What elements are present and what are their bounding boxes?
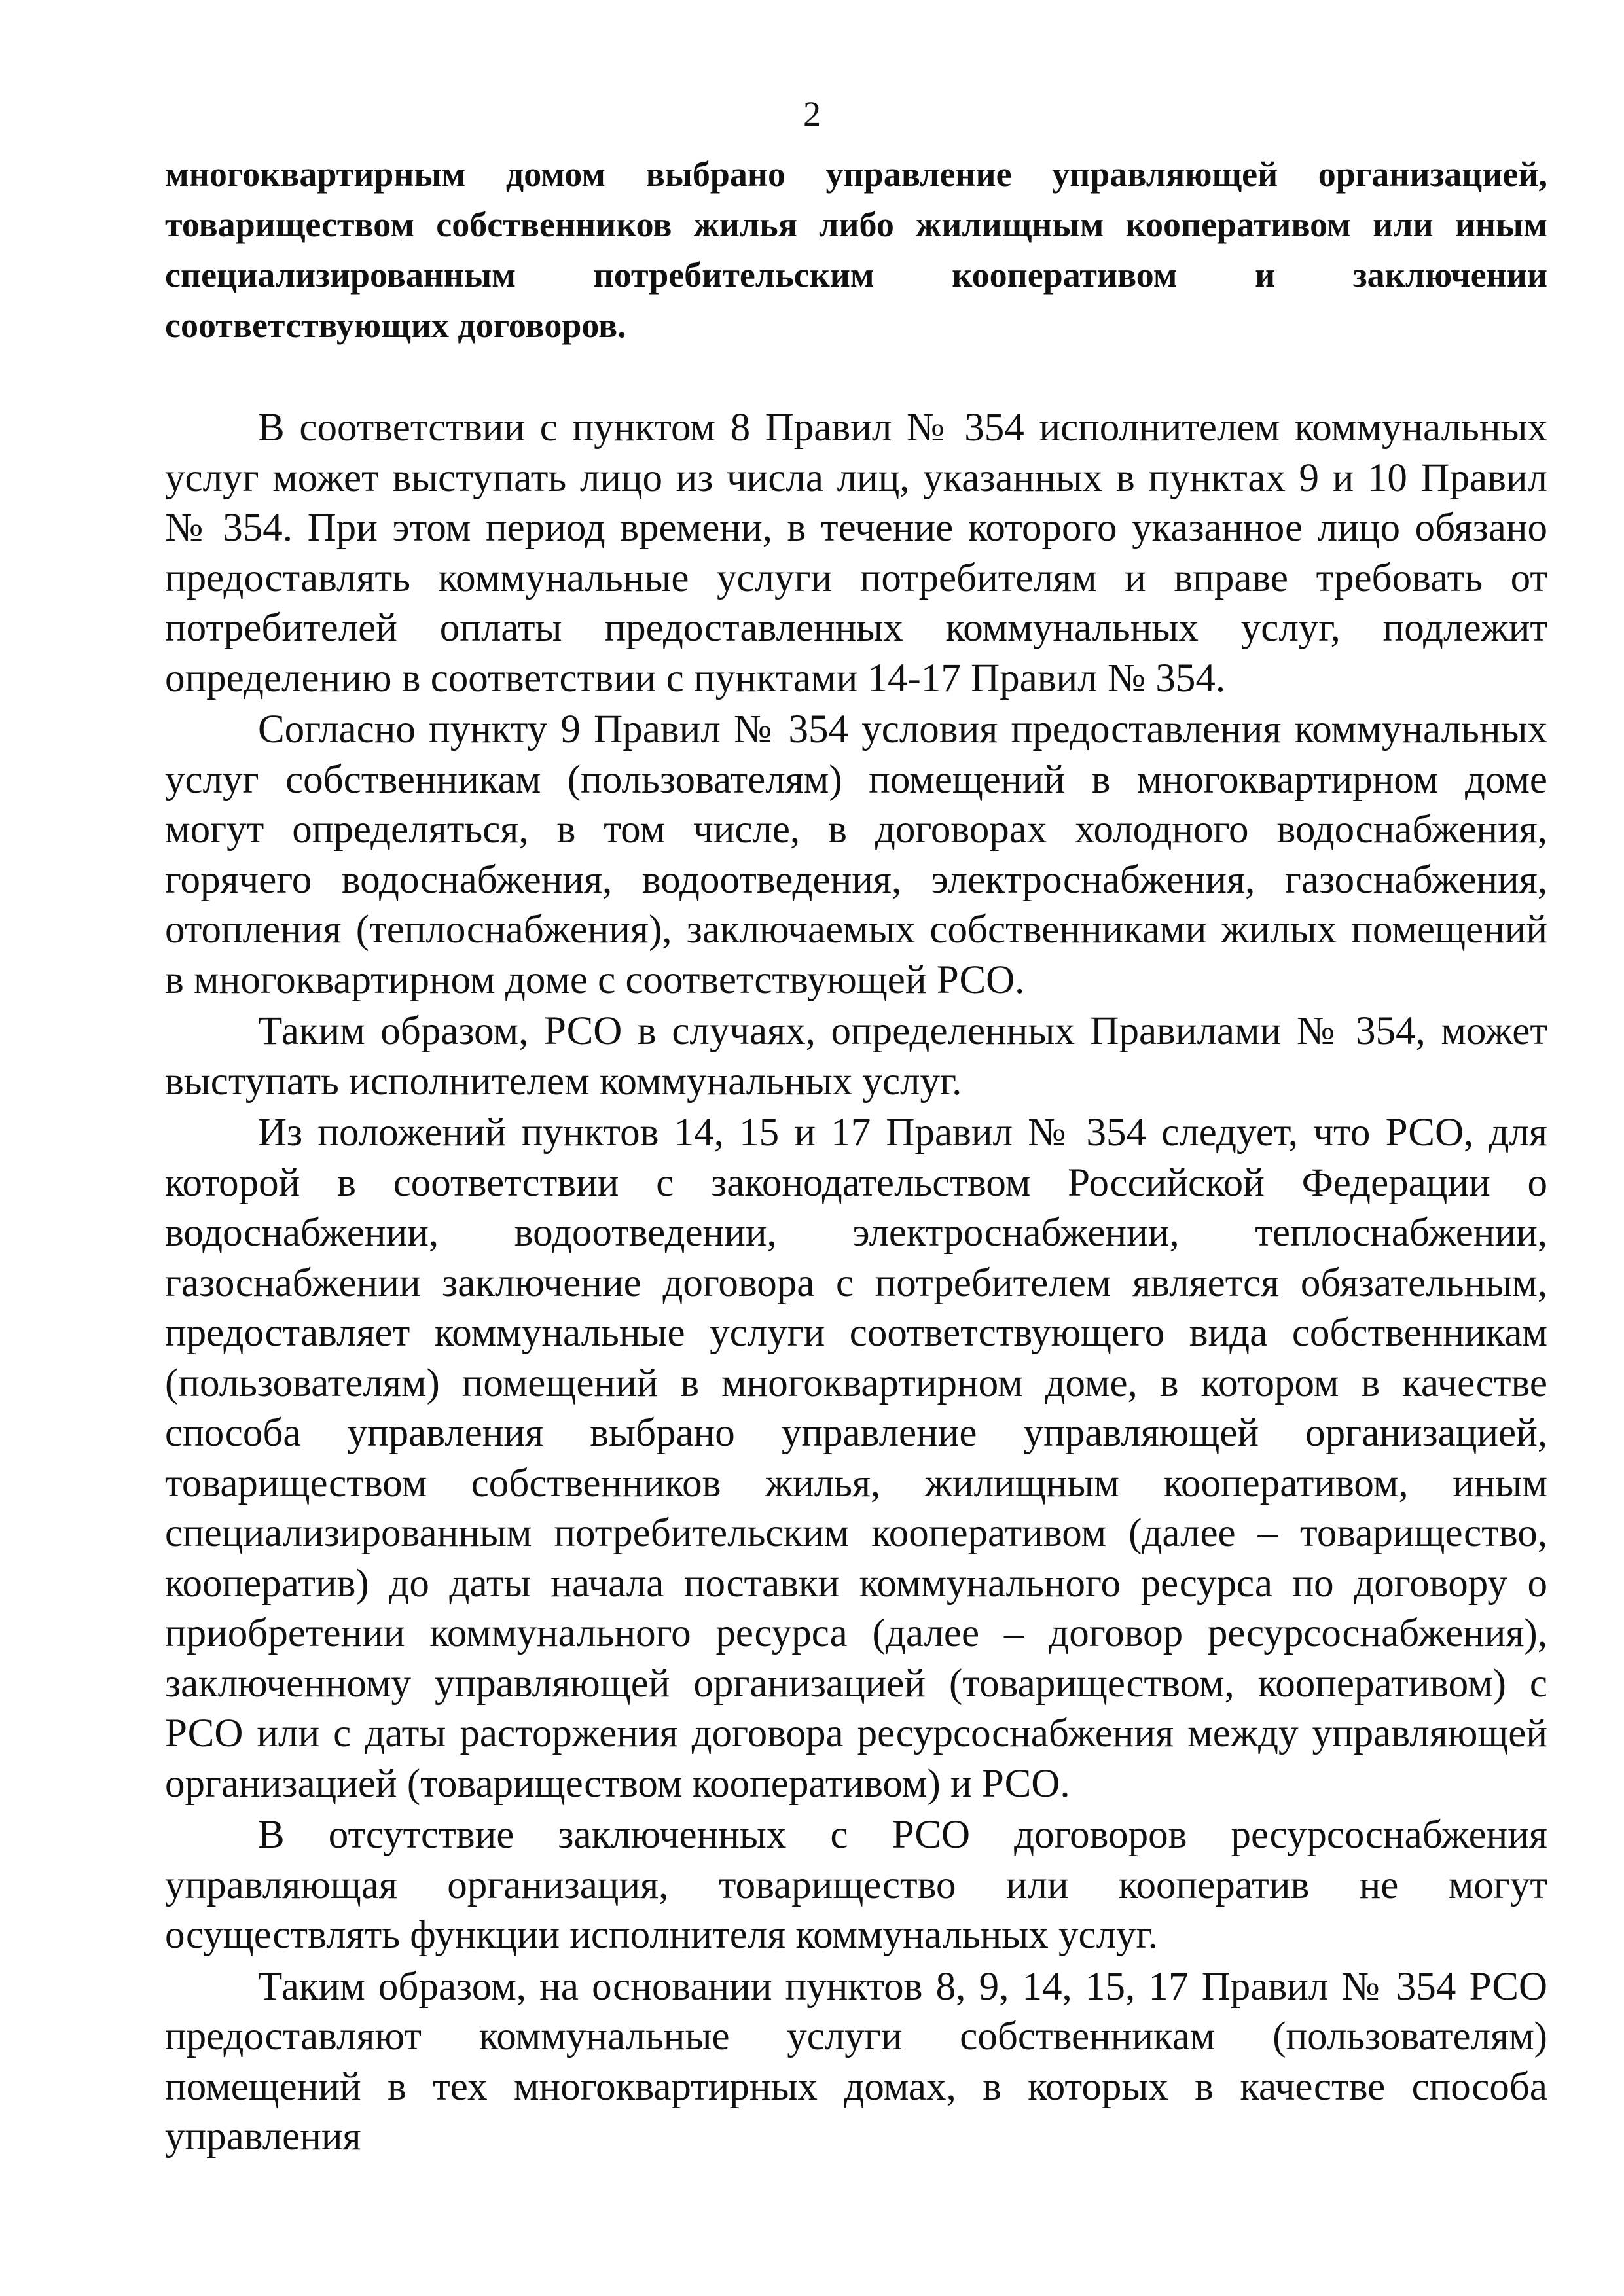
paragraph-conclusion: Таким образом, на основании пунктов 8, 9, 14, 15, 17 Правил № 354 РСО предоставляют коммунальные услуги собственникам (пользователям) помещений в тех многоквартирных домах, в которых в качестве способа управления	[165, 1964, 1547, 2159]
paragraph-no-contracts: В отсутствие заключенных с РСО договоров ресурсоснабжения управляющая организация, товарищество или кооператив не могут осуществлять функции исполнителя коммунальных услуг.	[165, 1813, 1547, 1957]
document-body	[165, 149, 1547, 2162]
intro-bold-paragraph: многоквартирным домом выбрано управление управляющей организацией, товариществом собственников жилья либо жилищным кооперативом или иным специализированным потребительским кооперативом и заключении соответствующих договоров.	[165, 154, 1547, 345]
paragraph-rules-clause-9: Согласно пункту 9 Правил № 354 условия предоставления коммунальных услуг собственникам (пользователям) помещений в многоквартирном доме могут определяться, в том числе, в договорах холодного водоснабжения, горячего водоснабжения, водоотведения, электроснабжения, газоснабжения, отопления (теплоснабжения), заключаемых собственниками жилых помещений в многоквартирном доме с соответствующей РСО.	[165, 708, 1547, 1002]
paragraph-rules-clause-8: В соответствии с пунктом 8 Правил № 354 исполнителем коммунальных услуг может выступать лицо из числа лиц, указанных в пунктах 9 и 10 Правил № 354. При этом период времени, в течение которого указанное лицо обязано предоставлять коммунальные услуги потребителям и вправе требовать от потребителей оплаты предоставленных коммунальных услуг, подлежит определению в соответствии с пунктами 14-17 Правил № 354.	[165, 406, 1547, 700]
paragraph-rso-as-executor: Таким образом, РСО в случаях, определенных Правилами № 354, может выступать исполнителем коммунальных услуг.	[165, 1009, 1547, 1103]
paragraph-clauses-14-15-17: Из положений пунктов 14, 15 и 17 Правил № 354 следует, что РСО, для которой в соответствии с законодательством Российской Федерации о водоснабжении, водоотведении, электроснабжении, теплоснабжении, газоснабжении заключение договора с потребителем является обязательным, предоставляет коммунальные услуги соответствующего вида собственникам (пользователям) помещений в многоквартирном доме, в котором в качестве способа управления выбрано управление управляющей организацией, товариществом собственников жилья, жилищным кооперативом, иным специализированным потребительским кооперативом (далее – товарищество, кооператив) до даты начала поставки коммунального ресурса по договору о приобретении коммунального ресурса (далее – договор ресурсоснабжения), заключенному управляющей организацией (товариществом, кооперативом) с РСО или с даты расторжения договора ресурсоснабжения между управляющей организацией (товариществом кооперативом) и РСО.	[165, 1111, 1547, 1806]
page-number: 2	[803, 94, 821, 134]
